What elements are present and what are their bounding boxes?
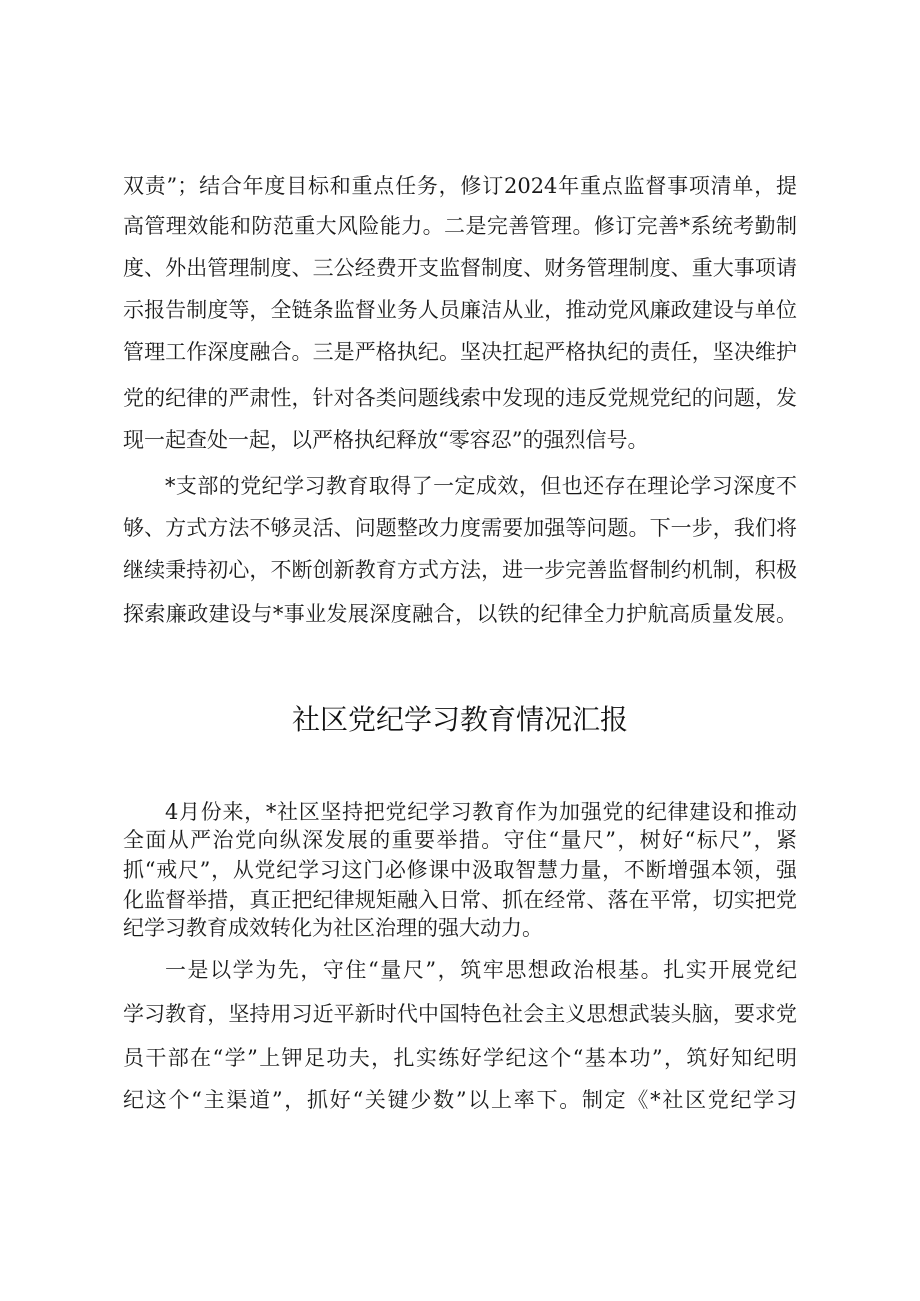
text-line: 探索廉政建设与*事业发展深度融合，以铁的纪律全力护航高质量发展。 <box>123 602 797 626</box>
text-line: 化监督举措，真正把纪律规矩融入日常、抓在经常、落在平常，切实把党 <box>123 888 797 912</box>
text-line: 4月份来，*社区坚持把党纪学习教育作为加强党的纪律建设和推动 <box>165 800 797 824</box>
text-line: 高管理效能和防范重大风险能力。二是完善管理。修订完善*系统考勤制 <box>123 214 797 238</box>
text-line: 抓“戒尺”，从党纪学习这门必修课中汲取智慧力量，不断增强本领，强 <box>123 858 797 882</box>
text-line: 度、外出管理制度、三公经费开支监督制度、财务管理制度、重大事项请 <box>123 256 797 280</box>
text-line: 继续秉持初心，不断创新教育方式方法，进一步完善监督制约机制，积极 <box>123 558 797 582</box>
text-line: *支部的党纪学习教育取得了一定成效，但也还存在理论学习深度不 <box>165 474 797 498</box>
text-line: 学习教育，坚持用习近平新时代中国特色社会主义思想武装头脑，要求党 <box>123 1002 797 1026</box>
text-line: 示报告制度等，全链条监督业务人员廉洁从业，推动党风廉政建设与单位 <box>123 298 797 322</box>
text-line: 现一起查处一起，以严格执纪释放“零容忍”的强烈信号。 <box>123 428 649 452</box>
text-line: 管理工作深度融合。三是严格执纪。坚决扛起严格执纪的责任，坚决维护 <box>123 340 797 364</box>
text-line: 纪学习教育成效转化为社区治理的强大动力。 <box>123 916 543 940</box>
text-line: 员干部在“学”上钾足功夫，扎实练好学纪这个“基本功”，筑好知纪明 <box>123 1046 797 1070</box>
text-line: 纪这个“主渠道”，抓好“关键少数”以上率下。制定《*社区党纪学习 <box>123 1088 797 1112</box>
text-line: 双责”；结合年度目标和重点任务，修订2024年重点监督事项清单，提 <box>123 174 797 198</box>
text-line: 党的纪律的严肃性，针对各类问题线索中发现的违反党规党纪的问题，发 <box>123 386 797 410</box>
section-title: 社区党纪学习教育情况汇报 <box>291 703 628 736</box>
text-line: 够、方式方法不够灵活、问题整改力度需要加强等问题。下一步，我们将 <box>123 516 797 540</box>
text-line: 全面从严治党向纵深发展的重要举措。守住“量尺”，树好“标尺”，紧 <box>123 828 797 852</box>
text-line: 一是以学为先，守住“量尺”，筑牢思想政治根基。扎实开展党纪 <box>165 958 797 982</box>
